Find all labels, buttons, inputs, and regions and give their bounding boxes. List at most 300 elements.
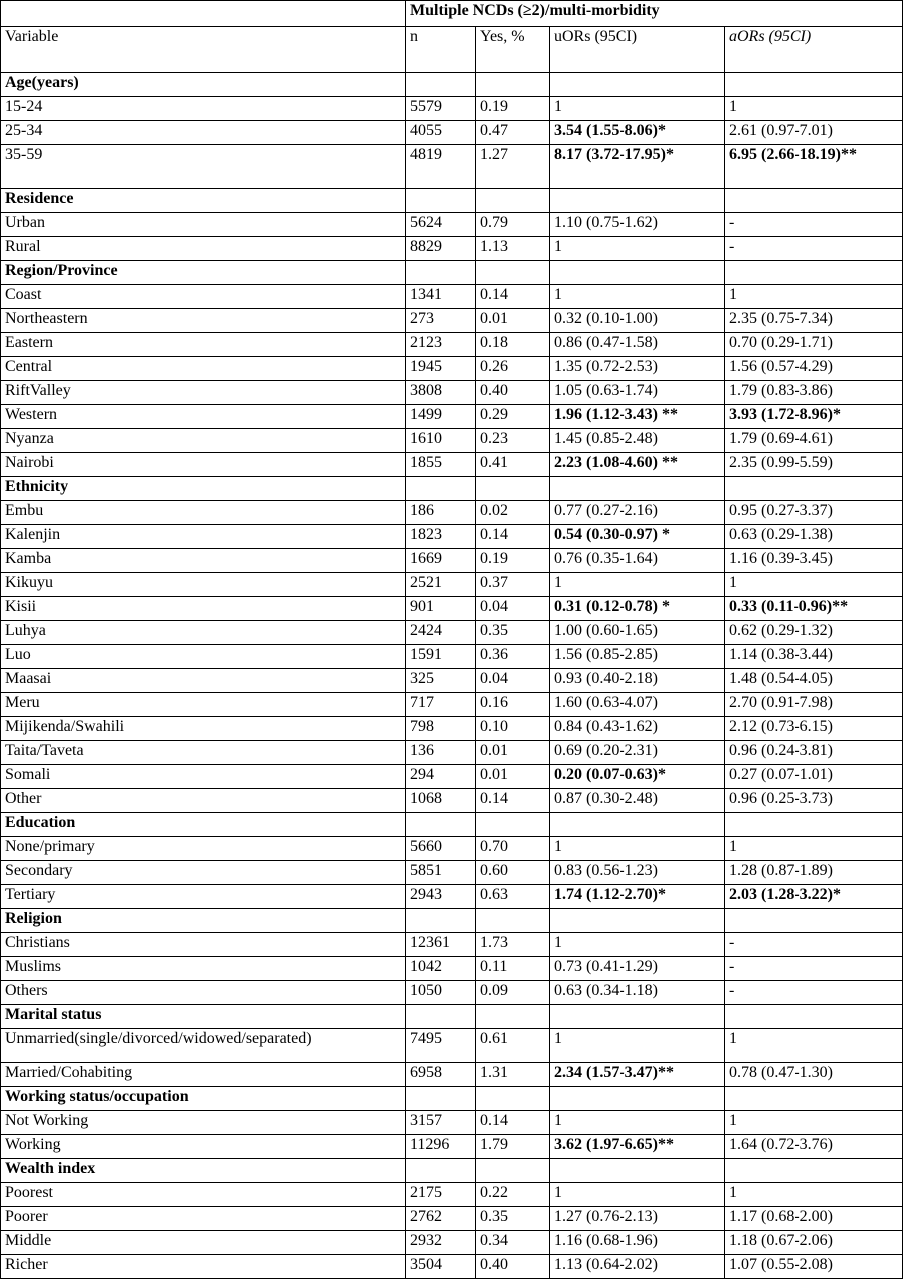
n-cell: 2175 <box>406 1183 476 1207</box>
variable-cell: 25-34 <box>1 121 406 145</box>
n-cell: 12361 <box>406 933 476 957</box>
variable-cell: Somali <box>1 765 406 789</box>
n-cell: 717 <box>406 693 476 717</box>
table-row <box>1 597 903 621</box>
aor-cell: 1.56 (0.57-4.29) <box>725 357 903 381</box>
uor-cell: 1.16 (0.68-1.96) <box>550 1231 725 1255</box>
uor-cell: 1.56 (0.85-2.85) <box>550 645 725 669</box>
uor-cell: 1 <box>550 573 725 597</box>
empty-cell <box>725 909 903 933</box>
variable-cell: Married/Cohabiting <box>1 1063 406 1087</box>
n-cell: 3157 <box>406 1111 476 1135</box>
aor-cell: 1 <box>725 573 903 597</box>
aor-cell: 0.33 (0.11-0.96)** <box>725 597 903 621</box>
uor-cell: 1 <box>550 97 725 121</box>
section-label: Age(years) <box>1 73 406 97</box>
yes-pct-cell: 0.11 <box>476 957 550 981</box>
empty-cell <box>725 1087 903 1111</box>
table-row <box>1 405 903 429</box>
empty-cell <box>476 261 550 285</box>
table-row <box>1 1029 903 1063</box>
table-row <box>1 1183 903 1207</box>
n-cell: 901 <box>406 597 476 621</box>
variable-cell: Urban <box>1 213 406 237</box>
header-blank-cell <box>1 1 406 27</box>
n-cell: 2521 <box>406 573 476 597</box>
empty-cell <box>476 1005 550 1029</box>
uor-cell: 0.31 (0.12-0.78) * <box>550 597 725 621</box>
variable-cell: Other <box>1 789 406 813</box>
n-cell: 1591 <box>406 645 476 669</box>
aor-cell: 1 <box>725 1183 903 1207</box>
aor-cell: 1 <box>725 97 903 121</box>
table-row <box>1 333 903 357</box>
uor-cell: 0.83 (0.56-1.23) <box>550 861 725 885</box>
uor-cell: 0.20 (0.07-0.63)* <box>550 765 725 789</box>
yes-pct-cell: 0.63 <box>476 885 550 909</box>
empty-cell <box>406 1087 476 1111</box>
yes-pct-cell: 0.09 <box>476 981 550 1005</box>
empty-cell <box>406 261 476 285</box>
section-header-row <box>1 1005 903 1029</box>
aor-cell: 2.70 (0.91-7.98) <box>725 693 903 717</box>
empty-cell <box>476 189 550 213</box>
empty-cell <box>406 73 476 97</box>
aor-cell: 0.70 (0.29-1.71) <box>725 333 903 357</box>
aor-cell: 1.07 (0.55-2.08) <box>725 1255 903 1279</box>
uor-cell: 1 <box>550 933 725 957</box>
aor-cell: 1 <box>725 1029 903 1063</box>
n-cell: 1341 <box>406 285 476 309</box>
aor-cell: 2.03 (1.28-3.22)* <box>725 885 903 909</box>
table-row <box>1 765 903 789</box>
table-row <box>1 501 903 525</box>
aor-cell: 6.95 (2.66-18.19)** <box>725 145 903 189</box>
empty-cell <box>406 1005 476 1029</box>
table-row <box>1 97 903 121</box>
n-cell: 273 <box>406 309 476 333</box>
aor-cell: 1 <box>725 285 903 309</box>
uor-cell: 0.87 (0.30-2.48) <box>550 789 725 813</box>
aor-cell: 2.12 (0.73-6.15) <box>725 717 903 741</box>
n-cell: 5624 <box>406 213 476 237</box>
uor-cell: 1.74 (1.12-2.70)* <box>550 885 725 909</box>
uor-cell: 0.77 (0.27-2.16) <box>550 501 725 525</box>
variable-cell: 15-24 <box>1 97 406 121</box>
yes-pct-cell: 0.41 <box>476 453 550 477</box>
n-cell: 11296 <box>406 1135 476 1159</box>
yes-pct-cell: 0.01 <box>476 741 550 765</box>
table-row <box>1 957 903 981</box>
variable-cell: Kamba <box>1 549 406 573</box>
section-label: Wealth index <box>1 1159 406 1183</box>
yes-pct-cell: 0.60 <box>476 861 550 885</box>
uor-cell: 1.05 (0.63-1.74) <box>550 381 725 405</box>
yes-pct-cell: 0.36 <box>476 645 550 669</box>
variable-cell: Embu <box>1 501 406 525</box>
table-row <box>1 525 903 549</box>
section-label: Region/Province <box>1 261 406 285</box>
aor-cell: 2.35 (0.75-7.34) <box>725 309 903 333</box>
aor-cell: 0.63 (0.29-1.38) <box>725 525 903 549</box>
aor-cell: - <box>725 933 903 957</box>
uor-cell: 1 <box>550 237 725 261</box>
uor-cell: 1.10 (0.75-1.62) <box>550 213 725 237</box>
yes-pct-cell: 0.79 <box>476 213 550 237</box>
variable-cell: Western <box>1 405 406 429</box>
table-row <box>1 693 903 717</box>
empty-cell <box>725 1005 903 1029</box>
aor-cell: 1.14 (0.38-3.44) <box>725 645 903 669</box>
table-row <box>1 621 903 645</box>
yes-pct-cell: 0.04 <box>476 597 550 621</box>
n-cell: 1050 <box>406 981 476 1005</box>
table-row <box>1 1063 903 1087</box>
yes-pct-cell: 0.70 <box>476 837 550 861</box>
uor-cell: 0.76 (0.35-1.64) <box>550 549 725 573</box>
empty-cell <box>550 1159 725 1183</box>
section-label: Marital status <box>1 1005 406 1029</box>
n-cell: 4055 <box>406 121 476 145</box>
table-row <box>1 1207 903 1231</box>
col-n: n <box>406 27 476 73</box>
variable-cell: Muslims <box>1 957 406 981</box>
yes-pct-cell: 0.14 <box>476 285 550 309</box>
aor-cell: 2.35 (0.99-5.59) <box>725 453 903 477</box>
uor-cell: 0.32 (0.10-1.00) <box>550 309 725 333</box>
col-uors: uORs (95CI) <box>550 27 725 73</box>
uor-cell: 3.54 (1.55-8.06)* <box>550 121 725 145</box>
n-cell: 1823 <box>406 525 476 549</box>
n-cell: 2424 <box>406 621 476 645</box>
n-cell: 2762 <box>406 1207 476 1231</box>
uor-cell: 1.45 (0.85-2.48) <box>550 429 725 453</box>
yes-pct-cell: 0.14 <box>476 1111 550 1135</box>
table-row <box>1 573 903 597</box>
variable-cell: Richer <box>1 1255 406 1279</box>
table-row <box>1 381 903 405</box>
aor-cell: - <box>725 957 903 981</box>
col-aors: aORs (95CI) <box>725 27 903 73</box>
aor-cell: 0.95 (0.27-3.37) <box>725 501 903 525</box>
variable-cell: Kikuyu <box>1 573 406 597</box>
variable-cell: Secondary <box>1 861 406 885</box>
yes-pct-cell: 1.27 <box>476 145 550 189</box>
variable-cell: Kisii <box>1 597 406 621</box>
n-cell: 3808 <box>406 381 476 405</box>
yes-pct-cell: 0.01 <box>476 309 550 333</box>
yes-pct-cell: 0.35 <box>476 621 550 645</box>
n-cell: 7495 <box>406 1029 476 1063</box>
empty-cell <box>406 813 476 837</box>
n-cell: 186 <box>406 501 476 525</box>
table-row <box>1 1135 903 1159</box>
aor-cell: 0.62 (0.29-1.32) <box>725 621 903 645</box>
yes-pct-cell: 0.22 <box>476 1183 550 1207</box>
table-row <box>1 933 903 957</box>
empty-cell <box>406 477 476 501</box>
section-label: Ethnicity <box>1 477 406 501</box>
yes-pct-cell: 0.40 <box>476 381 550 405</box>
aor-cell: 1.18 (0.67-2.06) <box>725 1231 903 1255</box>
uor-cell: 1 <box>550 1183 725 1207</box>
variable-cell: Luo <box>1 645 406 669</box>
empty-cell <box>476 73 550 97</box>
n-cell: 1068 <box>406 789 476 813</box>
table-row <box>1 213 903 237</box>
variable-cell: 35-59 <box>1 145 406 189</box>
yes-pct-cell: 0.35 <box>476 1207 550 1231</box>
variable-cell: Unmarried(single/divorced/widowed/separated) <box>1 1029 406 1063</box>
n-cell: 798 <box>406 717 476 741</box>
aor-cell: - <box>725 237 903 261</box>
aor-cell: 0.27 (0.07-1.01) <box>725 765 903 789</box>
section-label: Working status/occupation <box>1 1087 406 1111</box>
yes-pct-cell: 0.23 <box>476 429 550 453</box>
section-header-row <box>1 189 903 213</box>
empty-cell <box>725 813 903 837</box>
aor-cell: 0.96 (0.24-3.81) <box>725 741 903 765</box>
uor-cell: 1.60 (0.63-4.07) <box>550 693 725 717</box>
section-header-row <box>1 1087 903 1111</box>
uor-cell: 2.34 (1.57-3.47)** <box>550 1063 725 1087</box>
empty-cell <box>476 909 550 933</box>
variable-cell: Luhya <box>1 621 406 645</box>
section-label: Education <box>1 813 406 837</box>
yes-pct-cell: 0.10 <box>476 717 550 741</box>
uor-cell: 0.93 (0.40-2.18) <box>550 669 725 693</box>
group-title: Multiple NCDs (≥2)/multi-morbidity <box>406 1 903 27</box>
variable-cell: Working <box>1 1135 406 1159</box>
table-row <box>1 309 903 333</box>
table-row <box>1 645 903 669</box>
section-header-row <box>1 73 903 97</box>
uor-cell: 0.63 (0.34-1.18) <box>550 981 725 1005</box>
aor-cell: 2.61 (0.97-7.01) <box>725 121 903 145</box>
yes-pct-cell: 0.04 <box>476 669 550 693</box>
n-cell: 1499 <box>406 405 476 429</box>
aor-cell: - <box>725 213 903 237</box>
uor-cell: 0.54 (0.30-0.97) * <box>550 525 725 549</box>
empty-cell <box>725 477 903 501</box>
table-row <box>1 981 903 1005</box>
section-label: Religion <box>1 909 406 933</box>
n-cell: 6958 <box>406 1063 476 1087</box>
uor-cell: 3.62 (1.97-6.65)** <box>550 1135 725 1159</box>
yes-pct-cell: 0.47 <box>476 121 550 145</box>
yes-pct-cell: 0.40 <box>476 1255 550 1279</box>
variable-cell: Others <box>1 981 406 1005</box>
n-cell: 2932 <box>406 1231 476 1255</box>
column-header-row <box>1 27 903 73</box>
empty-cell <box>725 73 903 97</box>
n-cell: 1042 <box>406 957 476 981</box>
table-row <box>1 1231 903 1255</box>
section-header-row <box>1 261 903 285</box>
yes-pct-cell: 0.61 <box>476 1029 550 1063</box>
table-row <box>1 837 903 861</box>
variable-cell: Christians <box>1 933 406 957</box>
col-variable: Variable <box>1 27 406 73</box>
aor-cell: 1.28 (0.87-1.89) <box>725 861 903 885</box>
table-row <box>1 357 903 381</box>
uor-cell: 1.27 (0.76-2.13) <box>550 1207 725 1231</box>
uor-cell: 1 <box>550 1111 725 1135</box>
yes-pct-cell: 0.14 <box>476 525 550 549</box>
empty-cell <box>406 909 476 933</box>
variable-cell: Kalenjin <box>1 525 406 549</box>
table-row <box>1 669 903 693</box>
n-cell: 5851 <box>406 861 476 885</box>
aor-cell: 1.16 (0.39-3.45) <box>725 549 903 573</box>
aor-cell: 1.79 (0.69-4.61) <box>725 429 903 453</box>
n-cell: 1945 <box>406 357 476 381</box>
aor-cell: 1 <box>725 837 903 861</box>
yes-pct-cell: 0.18 <box>476 333 550 357</box>
table-row <box>1 121 903 145</box>
empty-cell <box>406 189 476 213</box>
n-cell: 1855 <box>406 453 476 477</box>
variable-cell: Eastern <box>1 333 406 357</box>
table-row <box>1 429 903 453</box>
n-cell: 136 <box>406 741 476 765</box>
n-cell: 5579 <box>406 97 476 121</box>
variable-cell: Poorest <box>1 1183 406 1207</box>
empty-cell <box>725 189 903 213</box>
uor-cell: 0.84 (0.43-1.62) <box>550 717 725 741</box>
n-cell: 2123 <box>406 333 476 357</box>
uor-cell: 0.73 (0.41-1.29) <box>550 957 725 981</box>
n-cell: 4819 <box>406 145 476 189</box>
uor-cell: 1.00 (0.60-1.65) <box>550 621 725 645</box>
yes-pct-cell: 1.73 <box>476 933 550 957</box>
empty-cell <box>725 261 903 285</box>
uor-cell: 1.13 (0.64-2.02) <box>550 1255 725 1279</box>
section-header-row <box>1 909 903 933</box>
uor-cell: 1 <box>550 837 725 861</box>
table-row <box>1 741 903 765</box>
n-cell: 1669 <box>406 549 476 573</box>
yes-pct-cell: 0.02 <box>476 501 550 525</box>
uor-cell: 1 <box>550 1029 725 1063</box>
variable-cell: Poorer <box>1 1207 406 1231</box>
n-cell: 5660 <box>406 837 476 861</box>
table-row <box>1 237 903 261</box>
variable-cell: Central <box>1 357 406 381</box>
table-row <box>1 789 903 813</box>
uor-cell: 1 <box>550 285 725 309</box>
variable-cell: Nyanza <box>1 429 406 453</box>
yes-pct-cell: 0.19 <box>476 97 550 121</box>
section-header-row <box>1 1159 903 1183</box>
aor-cell: 0.96 (0.25-3.73) <box>725 789 903 813</box>
variable-cell: Not Working <box>1 1111 406 1135</box>
section-header-row <box>1 477 903 501</box>
yes-pct-cell: 0.26 <box>476 357 550 381</box>
aor-cell: 0.78 (0.47-1.30) <box>725 1063 903 1087</box>
yes-pct-cell: 0.29 <box>476 405 550 429</box>
section-header-row <box>1 813 903 837</box>
yes-pct-cell: 0.16 <box>476 693 550 717</box>
yes-pct-cell: 1.13 <box>476 237 550 261</box>
empty-cell <box>550 1087 725 1111</box>
n-cell: 2943 <box>406 885 476 909</box>
yes-pct-cell: 0.37 <box>476 573 550 597</box>
aor-cell: 1.79 (0.83-3.86) <box>725 381 903 405</box>
table-row <box>1 1111 903 1135</box>
empty-cell <box>550 909 725 933</box>
table-row <box>1 145 903 189</box>
table-body <box>1 73 903 1279</box>
yes-pct-cell: 0.14 <box>476 789 550 813</box>
n-cell: 1610 <box>406 429 476 453</box>
variable-cell: Rural <box>1 237 406 261</box>
empty-cell <box>725 1159 903 1183</box>
empty-cell <box>476 813 550 837</box>
table-row <box>1 285 903 309</box>
variable-cell: Nairobi <box>1 453 406 477</box>
aor-cell: 1.48 (0.54-4.05) <box>725 669 903 693</box>
empty-cell <box>550 73 725 97</box>
variable-cell: Meru <box>1 693 406 717</box>
section-label: Residence <box>1 189 406 213</box>
variable-cell: Middle <box>1 1231 406 1255</box>
uor-cell: 0.86 (0.47-1.58) <box>550 333 725 357</box>
n-cell: 8829 <box>406 237 476 261</box>
variable-cell: Taita/Taveta <box>1 741 406 765</box>
yes-pct-cell: 0.01 <box>476 765 550 789</box>
variable-cell: Tertiary <box>1 885 406 909</box>
col-yes-pct: Yes, % <box>476 27 550 73</box>
uor-cell: 8.17 (3.72-17.95)* <box>550 145 725 189</box>
aor-cell: 1.17 (0.68-2.00) <box>725 1207 903 1231</box>
aor-cell: 3.93 (1.72-8.96)* <box>725 405 903 429</box>
group-header-row <box>1 1 903 27</box>
variable-cell: Mijikenda/Swahili <box>1 717 406 741</box>
variable-cell: Maasai <box>1 669 406 693</box>
empty-cell <box>550 477 725 501</box>
aor-cell: 1.64 (0.72-3.76) <box>725 1135 903 1159</box>
yes-pct-cell: 0.19 <box>476 549 550 573</box>
table-row <box>1 861 903 885</box>
variable-cell: None/primary <box>1 837 406 861</box>
table-row <box>1 1255 903 1279</box>
empty-cell <box>550 189 725 213</box>
yes-pct-cell: 1.79 <box>476 1135 550 1159</box>
aor-cell: - <box>725 981 903 1005</box>
table-row <box>1 885 903 909</box>
yes-pct-cell: 1.31 <box>476 1063 550 1087</box>
variable-cell: Northeastern <box>1 309 406 333</box>
aor-cell: 1 <box>725 1111 903 1135</box>
uor-cell: 0.69 (0.20-2.31) <box>550 741 725 765</box>
n-cell: 3504 <box>406 1255 476 1279</box>
table-row <box>1 549 903 573</box>
uor-cell: 2.23 (1.08-4.60) ** <box>550 453 725 477</box>
yes-pct-cell: 0.34 <box>476 1231 550 1255</box>
table-row <box>1 717 903 741</box>
empty-cell <box>550 813 725 837</box>
table-row <box>1 453 903 477</box>
variable-cell: RiftValley <box>1 381 406 405</box>
empty-cell <box>406 1159 476 1183</box>
uor-cell: 1.35 (0.72-2.53) <box>550 357 725 381</box>
empty-cell <box>550 1005 725 1029</box>
uor-cell: 1.96 (1.12-3.43) ** <box>550 405 725 429</box>
empty-cell <box>476 477 550 501</box>
variable-cell: Coast <box>1 285 406 309</box>
empty-cell <box>476 1159 550 1183</box>
